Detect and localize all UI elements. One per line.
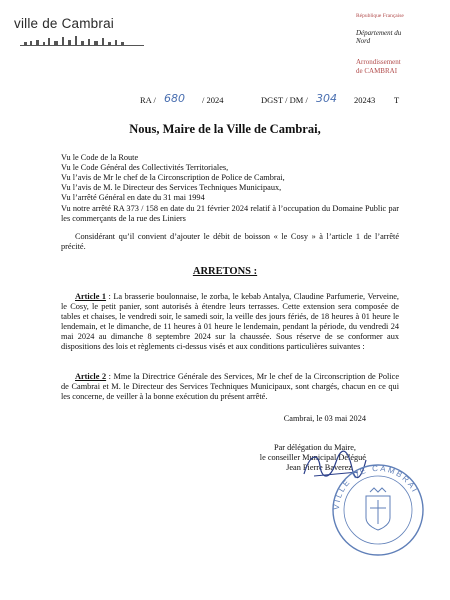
signatory-name: Jean Pierre Baverez <box>286 463 352 472</box>
arretons-heading: ARRETONS : <box>192 266 258 277</box>
article-1 <box>61 292 399 352</box>
visa-line: Vu le Code Général des Collectivités Territoriales, <box>61 163 229 172</box>
ra-year: / 2024 <box>202 95 224 105</box>
arrondissement-name: de CAMBRAI <box>356 67 398 75</box>
signatory-role: le conseiller Municipal Délégué <box>259 453 366 462</box>
ref-code: 20243 <box>354 95 376 105</box>
arrondissement-label: Arrondissement <box>356 58 401 66</box>
departement-name: Nord <box>356 37 371 45</box>
visa-line: Vu l’avis de M. le Directeur des Services Techniques Municipaux, <box>61 183 282 192</box>
logo-text: ville de Cambrai <box>14 16 114 31</box>
city-logo <box>14 16 144 56</box>
republique-francaise: République Française <box>356 13 404 19</box>
departement-label: Département du <box>356 29 402 37</box>
official-stamp <box>330 462 426 558</box>
visa-line: Vu l’avis de Mr le chef de la Circonscription de Police de Cambrai, <box>61 173 285 182</box>
reference-line <box>140 92 440 109</box>
ref-suffix: T <box>394 95 400 105</box>
article-1-label: Article 1 <box>75 292 107 301</box>
page-title: Nous, Maire de la Ville de Cambrai, <box>129 122 321 136</box>
city-skyline-icon <box>14 36 144 50</box>
ra-prefix: RA / <box>140 95 156 105</box>
considerant: Considérant qu’il convient d’ajouter le débit de boisson « le Cosy » à l’article 1 de l’arrêté précité. <box>61 232 399 251</box>
article-2 <box>61 372 399 402</box>
delegation-line: Par délégation du Maire, <box>273 443 356 452</box>
visa-arrete: Vu notre arrêté RA 373 / 158 en date du 21 février 2024 relatif à l’occupation du Domaine Public par les commerçants de la rue des Liniers <box>61 204 399 223</box>
service-ref: DGST / DM / <box>261 95 308 105</box>
stamp-text: VILLE DE CAMBRAI <box>331 463 420 511</box>
service-number-handwritten: 304 <box>316 92 337 105</box>
visa-line: Vu le Code de la Route <box>61 153 139 162</box>
article-1-text: : La brasserie boulonnaise, le zorba, le kebab Antalya, Claudine Parfumerie, Verveine, le Cosy, le petit panier, sont autorisés à étendre leurs terrasses. Cette extension sera composée de tables et chaises, le vendredi soir, le samedi soir, la veille des jours fériés, de 18 heures à 01 heure le lendemain, et le dimanche, de 11 heures à 01 heure le lendemain, pendant la période, du vendredi 24 mai 2024 au dimanche 8 septembre 2024 sur la chaussée. Sous réserve de se conformer aux dispositions des lois et règlements ci-dessus visés et aux conditions particulières suivantes : <box>61 292 399 351</box>
visa-line: Vu l’arrêté Général en date du 31 mai 1994 <box>61 193 205 202</box>
ra-number-handwritten: 680 <box>164 92 185 105</box>
article-2-label: Article 2 <box>75 372 107 381</box>
place-date: Cambrai, le 03 mai 2024 <box>283 414 366 423</box>
article-2-text: : Mme la Directrice Générale des Services, Mr le chef de la Circonscription de Police de Cambrai et M. le Directeur des Services Techniques Municipaux, sont chargés, chacun en ce qui les concerne, de veiller à la bonne exécution du présent arrêté. <box>61 372 400 401</box>
